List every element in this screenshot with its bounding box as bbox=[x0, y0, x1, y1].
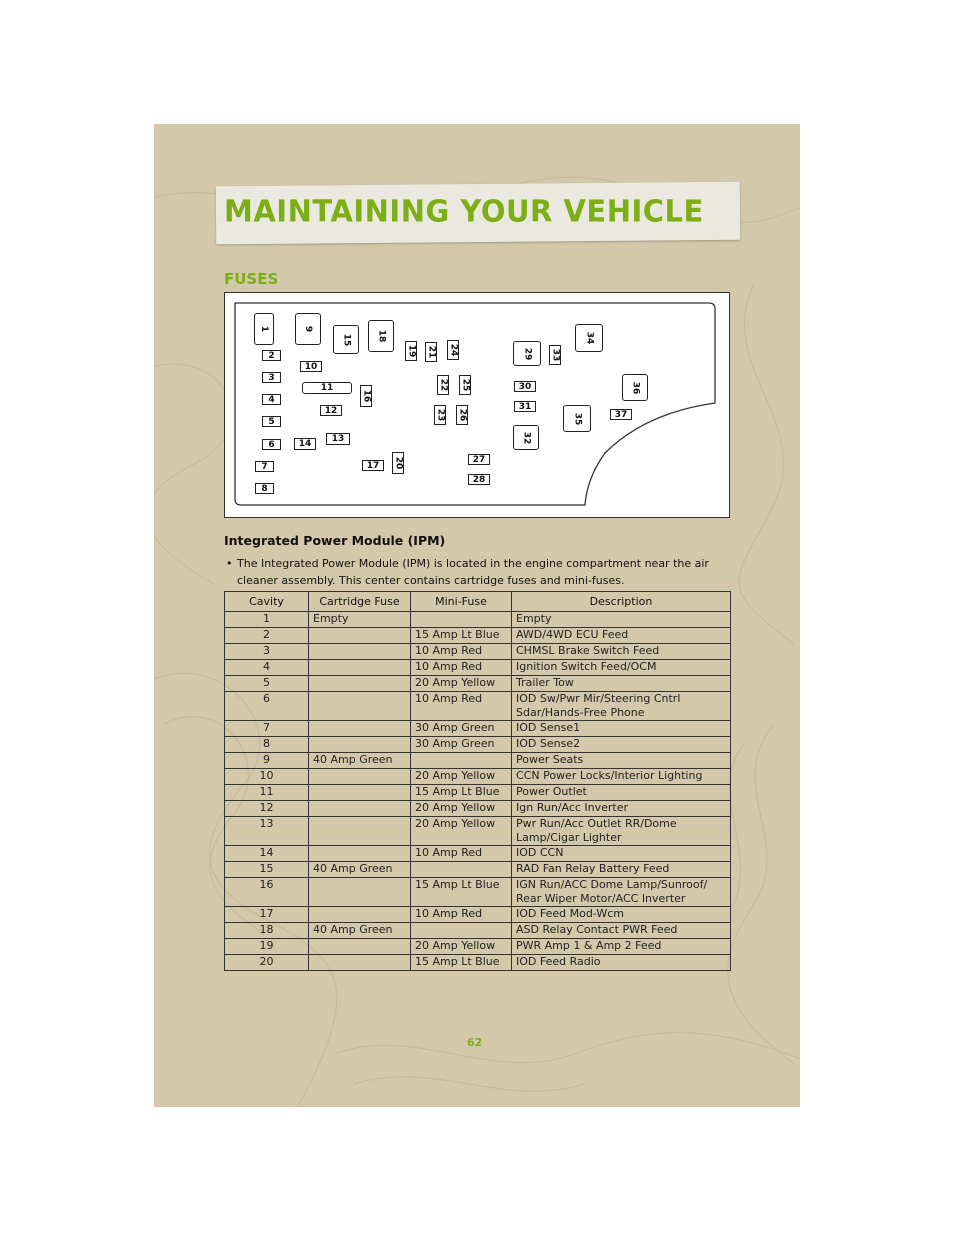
mini-fuse-cell: 20 Amp Yellow bbox=[411, 939, 512, 955]
fuse-cavity-26 bbox=[456, 405, 468, 425]
table-row bbox=[225, 801, 731, 817]
cartridge-fuse-cell bbox=[309, 846, 411, 862]
fuse-cavity-19 bbox=[405, 341, 417, 361]
cavity-cell: 7 bbox=[225, 721, 309, 737]
page-number: 62 bbox=[467, 1036, 483, 1049]
fuse-label: 3 bbox=[268, 372, 275, 383]
fuse-label: 9 bbox=[302, 325, 313, 333]
mini-fuse-cell: 30 Amp Green bbox=[411, 737, 512, 753]
column-header-description: Description bbox=[512, 592, 731, 612]
description-cell: RAD Fan Relay Battery Feed bbox=[512, 862, 731, 878]
cavity-cell: 18 bbox=[225, 923, 309, 939]
mini-fuse-cell: 15 Amp Lt Blue bbox=[411, 955, 512, 971]
cartridge-fuse-cell: 40 Amp Green bbox=[309, 753, 411, 769]
fuse-label: 16 bbox=[361, 389, 371, 403]
description-cell: Power Outlet bbox=[512, 785, 731, 801]
description-cell: IOD Sw/Pwr Mir/Steering Cntrl Sdar/Hands-Free Phone bbox=[512, 692, 731, 721]
fuse-label: 30 bbox=[518, 381, 532, 392]
description-cell: AWD/4WD ECU Feed bbox=[512, 628, 731, 644]
mini-fuse-cell: 20 Amp Yellow bbox=[411, 676, 512, 692]
description-cell: PWR Amp 1 & Amp 2 Feed bbox=[512, 939, 731, 955]
fuse-cavity-25 bbox=[459, 375, 471, 395]
ipm-bullet-text: The Integrated Power Module (IPM) is located in the engine compartment near the air cleaner assembly. This center contains cartridge fuses and mini-fuses. bbox=[237, 557, 709, 587]
description-cell: Trailer Tow bbox=[512, 676, 731, 692]
description-cell: Power Seats bbox=[512, 753, 731, 769]
fuse-cavity-37 bbox=[610, 409, 632, 420]
cavity-cell: 8 bbox=[225, 737, 309, 753]
mini-fuse-cell: 10 Amp Red bbox=[411, 907, 512, 923]
cartridge-fuse-cell bbox=[309, 955, 411, 971]
fuse-cavity-27 bbox=[468, 454, 490, 465]
fuse-cavity-31 bbox=[514, 401, 536, 412]
cavity-cell: 17 bbox=[225, 907, 309, 923]
fuse-label: 6 bbox=[268, 439, 275, 450]
fuse-label: 37 bbox=[614, 409, 628, 420]
fuse-label: 13 bbox=[331, 434, 345, 444]
mini-fuse-cell: 30 Amp Green bbox=[411, 721, 512, 737]
cavity-cell: 1 bbox=[225, 612, 309, 628]
table-row bbox=[225, 862, 731, 878]
fuse-cavity-29 bbox=[513, 341, 541, 366]
cavity-cell: 3 bbox=[225, 644, 309, 660]
mini-fuse-cell bbox=[411, 923, 512, 939]
table-row bbox=[225, 939, 731, 955]
manual-page bbox=[154, 124, 800, 1107]
fuse-label: 21 bbox=[426, 345, 436, 359]
description-cell: IOD Sense2 bbox=[512, 737, 731, 753]
fuse-cavity-22 bbox=[437, 375, 449, 395]
fuse-cavity-33 bbox=[549, 345, 561, 365]
fuse-label: 32 bbox=[521, 431, 531, 444]
cartridge-fuse-cell bbox=[309, 644, 411, 660]
description-cell: Ign Run/Acc Inverter bbox=[512, 801, 731, 817]
cavity-cell: 12 bbox=[225, 801, 309, 817]
cavity-cell: 20 bbox=[225, 955, 309, 971]
fuse-label: 35 bbox=[572, 412, 582, 425]
fuse-label: 2 bbox=[268, 350, 275, 361]
cavity-cell: 5 bbox=[225, 676, 309, 692]
cavity-cell: 15 bbox=[225, 862, 309, 878]
cavity-cell: 10 bbox=[225, 769, 309, 785]
fuse-cavity-30 bbox=[514, 381, 536, 392]
fuse-label: 19 bbox=[406, 344, 416, 358]
description-cell: Ignition Switch Feed/OCM bbox=[512, 660, 731, 676]
description-cell: ASD Relay Contact PWR Feed bbox=[512, 923, 731, 939]
fuse-cavity-5 bbox=[262, 416, 281, 427]
fuse-cavity-4 bbox=[262, 394, 281, 405]
fuse-label: 36 bbox=[630, 381, 640, 394]
description-cell: CHMSL Brake Switch Feed bbox=[512, 644, 731, 660]
column-header-cavity: Cavity bbox=[225, 592, 309, 612]
cartridge-fuse-cell bbox=[309, 878, 411, 907]
fuse-cavity-1 bbox=[254, 313, 274, 345]
fuse-cavity-28 bbox=[468, 474, 490, 485]
fuse-cavity-6 bbox=[262, 439, 281, 450]
cartridge-fuse-cell bbox=[309, 785, 411, 801]
fuse-cavity-2 bbox=[262, 350, 281, 361]
description-cell: CCN Power Locks/Interior Lighting bbox=[512, 769, 731, 785]
fuse-cavity-36 bbox=[622, 374, 648, 401]
description-cell: IGN Run/ACC Dome Lamp/Sunroof/ Rear Wiper Motor/ACC Inverter bbox=[512, 878, 731, 907]
table-row bbox=[225, 769, 731, 785]
fuse-label: 11 bbox=[320, 383, 334, 393]
cavity-cell: 14 bbox=[225, 846, 309, 862]
fuse-label: 25 bbox=[460, 378, 470, 392]
cartridge-fuse-cell bbox=[309, 801, 411, 817]
fuse-label: 1 bbox=[258, 325, 269, 333]
table-row bbox=[225, 846, 731, 862]
description-cell: IOD Feed Radio bbox=[512, 955, 731, 971]
fuse-label: 14 bbox=[298, 439, 312, 449]
mini-fuse-cell: 10 Amp Red bbox=[411, 692, 512, 721]
fuse-label: 23 bbox=[435, 408, 445, 422]
fuse-cavity-10 bbox=[300, 361, 322, 372]
table-row bbox=[225, 644, 731, 660]
fuse-label: 8 bbox=[261, 483, 268, 494]
cavity-cell: 13 bbox=[225, 817, 309, 846]
mini-fuse-cell: 20 Amp Yellow bbox=[411, 801, 512, 817]
column-header-cartridge-fuse: Cartridge Fuse bbox=[309, 592, 411, 612]
cartridge-fuse-cell bbox=[309, 817, 411, 846]
table-row bbox=[225, 676, 731, 692]
fuse-cavity-14 bbox=[294, 438, 316, 450]
description-cell: Empty bbox=[512, 612, 731, 628]
fuse-label: 17 bbox=[366, 460, 380, 471]
fuse-cavity-24 bbox=[447, 340, 459, 360]
cartridge-fuse-cell bbox=[309, 692, 411, 721]
table-header-row bbox=[225, 592, 731, 612]
cartridge-fuse-cell: 40 Amp Green bbox=[309, 923, 411, 939]
section-title: FUSES bbox=[224, 270, 279, 288]
fuse-label: 27 bbox=[472, 454, 486, 465]
fuse-label: 10 bbox=[304, 361, 318, 372]
page-title: MAINTAINING YOUR VEHICLE bbox=[224, 193, 704, 229]
fuse-label: 28 bbox=[472, 474, 486, 485]
fuse-label: 12 bbox=[324, 405, 338, 416]
fuse-label: 18 bbox=[376, 329, 386, 343]
cartridge-fuse-cell bbox=[309, 769, 411, 785]
table-row bbox=[225, 955, 731, 971]
fuse-label: 33 bbox=[550, 348, 560, 362]
bullet-dot: • bbox=[226, 557, 233, 570]
fuse-cavity-16 bbox=[360, 385, 372, 407]
fuse-cavity-23 bbox=[434, 405, 446, 425]
fuse-label: 24 bbox=[448, 343, 458, 357]
fuse-cavity-11 bbox=[302, 382, 352, 394]
mini-fuse-cell: 15 Amp Lt Blue bbox=[411, 628, 512, 644]
fuse-cavity-15 bbox=[333, 325, 359, 354]
fuse-cavity-3 bbox=[262, 372, 281, 383]
fuse-cavity-20 bbox=[392, 452, 404, 474]
cavity-cell: 19 bbox=[225, 939, 309, 955]
fuse-label: 34 bbox=[584, 331, 594, 345]
fuse-cavity-21 bbox=[425, 342, 437, 362]
ipm-bullet bbox=[224, 555, 724, 589]
mini-fuse-cell: 15 Amp Lt Blue bbox=[411, 785, 512, 801]
fuse-cavity-32 bbox=[513, 425, 539, 450]
cavity-cell: 6 bbox=[225, 692, 309, 721]
cartridge-fuse-cell: 40 Amp Green bbox=[309, 862, 411, 878]
fuse-cavity-7 bbox=[255, 461, 274, 472]
table-row bbox=[225, 660, 731, 676]
mini-fuse-cell: 15 Amp Lt Blue bbox=[411, 878, 512, 907]
fuse-label: 29 bbox=[522, 347, 532, 360]
cartridge-fuse-cell bbox=[309, 907, 411, 923]
cavity-cell: 9 bbox=[225, 753, 309, 769]
cartridge-fuse-cell: Empty bbox=[309, 612, 411, 628]
fuse-cavity-9 bbox=[295, 313, 321, 345]
cartridge-fuse-cell bbox=[309, 939, 411, 955]
table-row bbox=[225, 753, 731, 769]
description-cell: IOD Feed Mod-Wcm bbox=[512, 907, 731, 923]
cavity-cell: 2 bbox=[225, 628, 309, 644]
table-row bbox=[225, 721, 731, 737]
mini-fuse-cell: 20 Amp Yellow bbox=[411, 817, 512, 846]
mini-fuse-cell bbox=[411, 862, 512, 878]
fuse-cavity-35 bbox=[563, 405, 591, 432]
mini-fuse-cell: 10 Amp Red bbox=[411, 644, 512, 660]
fuse-cavity-8 bbox=[255, 483, 274, 494]
table-row bbox=[225, 923, 731, 939]
cartridge-fuse-cell bbox=[309, 737, 411, 753]
table-row bbox=[225, 785, 731, 801]
fuse-label: 7 bbox=[261, 461, 268, 472]
mini-fuse-cell bbox=[411, 753, 512, 769]
table-row bbox=[225, 878, 731, 907]
mini-fuse-cell: 10 Amp Red bbox=[411, 846, 512, 862]
fuse-cavity-13 bbox=[326, 433, 350, 445]
cartridge-fuse-cell bbox=[309, 628, 411, 644]
cartridge-fuse-cell bbox=[309, 676, 411, 692]
cavity-cell: 11 bbox=[225, 785, 309, 801]
column-header-mini-fuse: Mini-Fuse bbox=[411, 592, 512, 612]
description-cell: IOD Sense1 bbox=[512, 721, 731, 737]
table-row bbox=[225, 612, 731, 628]
cartridge-fuse-cell bbox=[309, 721, 411, 737]
fuse-cavity-12 bbox=[320, 405, 342, 416]
mini-fuse-cell: 20 Amp Yellow bbox=[411, 769, 512, 785]
fuse-label: 5 bbox=[268, 416, 275, 427]
table-row bbox=[225, 737, 731, 753]
table-row bbox=[225, 817, 731, 846]
fuse-cavity-34 bbox=[575, 324, 603, 352]
mini-fuse-cell bbox=[411, 612, 512, 628]
mini-fuse-cell: 10 Amp Red bbox=[411, 660, 512, 676]
cartridge-fuse-cell bbox=[309, 660, 411, 676]
ipm-heading: Integrated Power Module (IPM) bbox=[224, 533, 446, 548]
fuse-label: 26 bbox=[457, 408, 467, 422]
table-row bbox=[225, 628, 731, 644]
description-cell: Pwr Run/Acc Outlet RR/Dome Lamp/Cigar Lighter bbox=[512, 817, 731, 846]
fuse-label: 20 bbox=[393, 456, 403, 470]
fuse-table-body bbox=[225, 612, 731, 971]
description-cell: IOD CCN bbox=[512, 846, 731, 862]
cavity-cell: 4 bbox=[225, 660, 309, 676]
cavity-cell: 16 bbox=[225, 878, 309, 907]
fuse-label: 15 bbox=[341, 333, 351, 346]
table-row bbox=[225, 692, 731, 721]
table-row bbox=[225, 907, 731, 923]
fuse-label: 31 bbox=[518, 401, 532, 412]
fuse-label: 22 bbox=[438, 378, 448, 392]
fuse-table bbox=[224, 591, 731, 971]
fuse-cavity-17 bbox=[362, 460, 384, 471]
fuse-label: 4 bbox=[268, 394, 275, 405]
fuse-cavity-18 bbox=[368, 320, 394, 352]
ipm-fuse-diagram bbox=[224, 292, 730, 518]
